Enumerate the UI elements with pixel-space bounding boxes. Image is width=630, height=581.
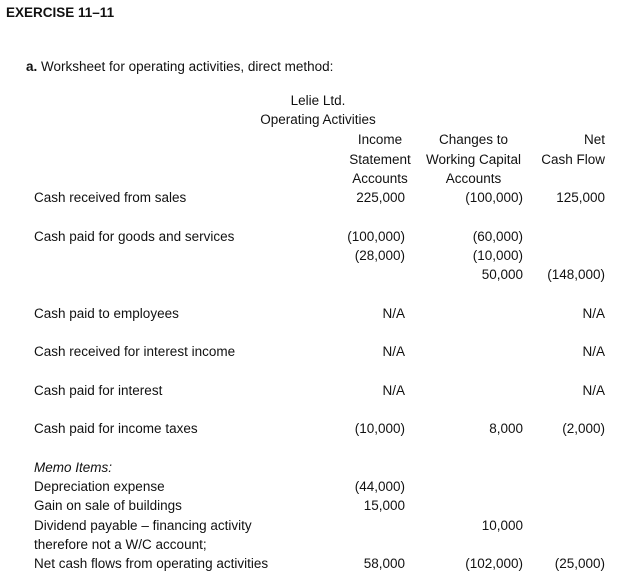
net-cash-total: (25,000) (554, 556, 605, 571)
part-heading (26, 57, 333, 76)
net-interest-paid: N/A (582, 383, 605, 398)
changes-goods-2: (10,000) (472, 248, 523, 263)
memo-label-depreciation: Depreciation expense (34, 479, 165, 494)
exercise-title: EXERCISE 11–11 (6, 5, 115, 20)
col-net-header-2: Cash Flow (541, 152, 605, 167)
income-interest-paid: N/A (382, 383, 405, 398)
memo-label-gain: Gain on sale of buildings (34, 498, 182, 513)
col-changes-header-3: Accounts (445, 171, 502, 186)
col-income-header-3: Accounts (352, 171, 408, 186)
income-employees: N/A (382, 306, 405, 321)
income-net-cash: 58,000 (363, 556, 405, 571)
row-label-interest-paid: Cash paid for interest (34, 383, 163, 398)
changes-sales: (100,000) (465, 190, 523, 205)
net-interest-income: N/A (582, 344, 605, 359)
row-label-employees: Cash paid to employees (34, 306, 179, 321)
total-label-net-cash: Net cash flows from operating activities (34, 556, 269, 571)
income-interest-income: N/A (382, 344, 405, 359)
income-goods-1: (100,000) (347, 229, 405, 244)
income-gain: 15,000 (363, 498, 405, 513)
col-income-header-1: Income (357, 132, 403, 147)
col-income-header-2: Statement (349, 152, 411, 167)
memo-heading: Memo Items: (34, 460, 113, 475)
income-depreciation: (44,000) (354, 479, 405, 494)
company-name: Lelie Ltd. (290, 93, 346, 108)
row-label-sales: Cash received from sales (34, 190, 187, 205)
changes-goods-1: (60,000) (472, 229, 523, 244)
income-taxes: (10,000) (354, 421, 405, 436)
row-label-goods: Cash paid for goods and services (34, 229, 235, 244)
changes-taxes: 8,000 (489, 421, 523, 436)
net-employees: N/A (582, 306, 605, 321)
net-taxes: (2,000) (562, 421, 605, 436)
memo-label-dividend-1: Dividend payable – financing activity (34, 518, 252, 533)
col-changes-header-2: Working Capital (425, 152, 522, 167)
part-label: a. (26, 59, 38, 74)
changes-goods-3: 50,000 (481, 267, 523, 282)
part-heading-text: Worksheet for operating activities, direct method: (41, 59, 334, 74)
changes-net-cash: (102,000) (465, 556, 523, 571)
col-net-header-1: Net (583, 132, 605, 147)
changes-dividend: 10,000 (481, 518, 523, 533)
net-goods: (148,000) (547, 267, 605, 282)
income-goods-2: (28,000) (354, 248, 405, 263)
net-sales: 125,000 (556, 190, 605, 205)
row-label-interest-income: Cash received for interest income (34, 344, 236, 359)
row-label-taxes: Cash paid for income taxes (34, 421, 198, 436)
memo-label-dividend-2: therefore not a W/C account; (34, 537, 207, 552)
col-changes-header-1: Changes to (438, 132, 509, 147)
income-sales: 225,000 (356, 190, 405, 205)
statement-title: Operating Activities (260, 112, 376, 127)
